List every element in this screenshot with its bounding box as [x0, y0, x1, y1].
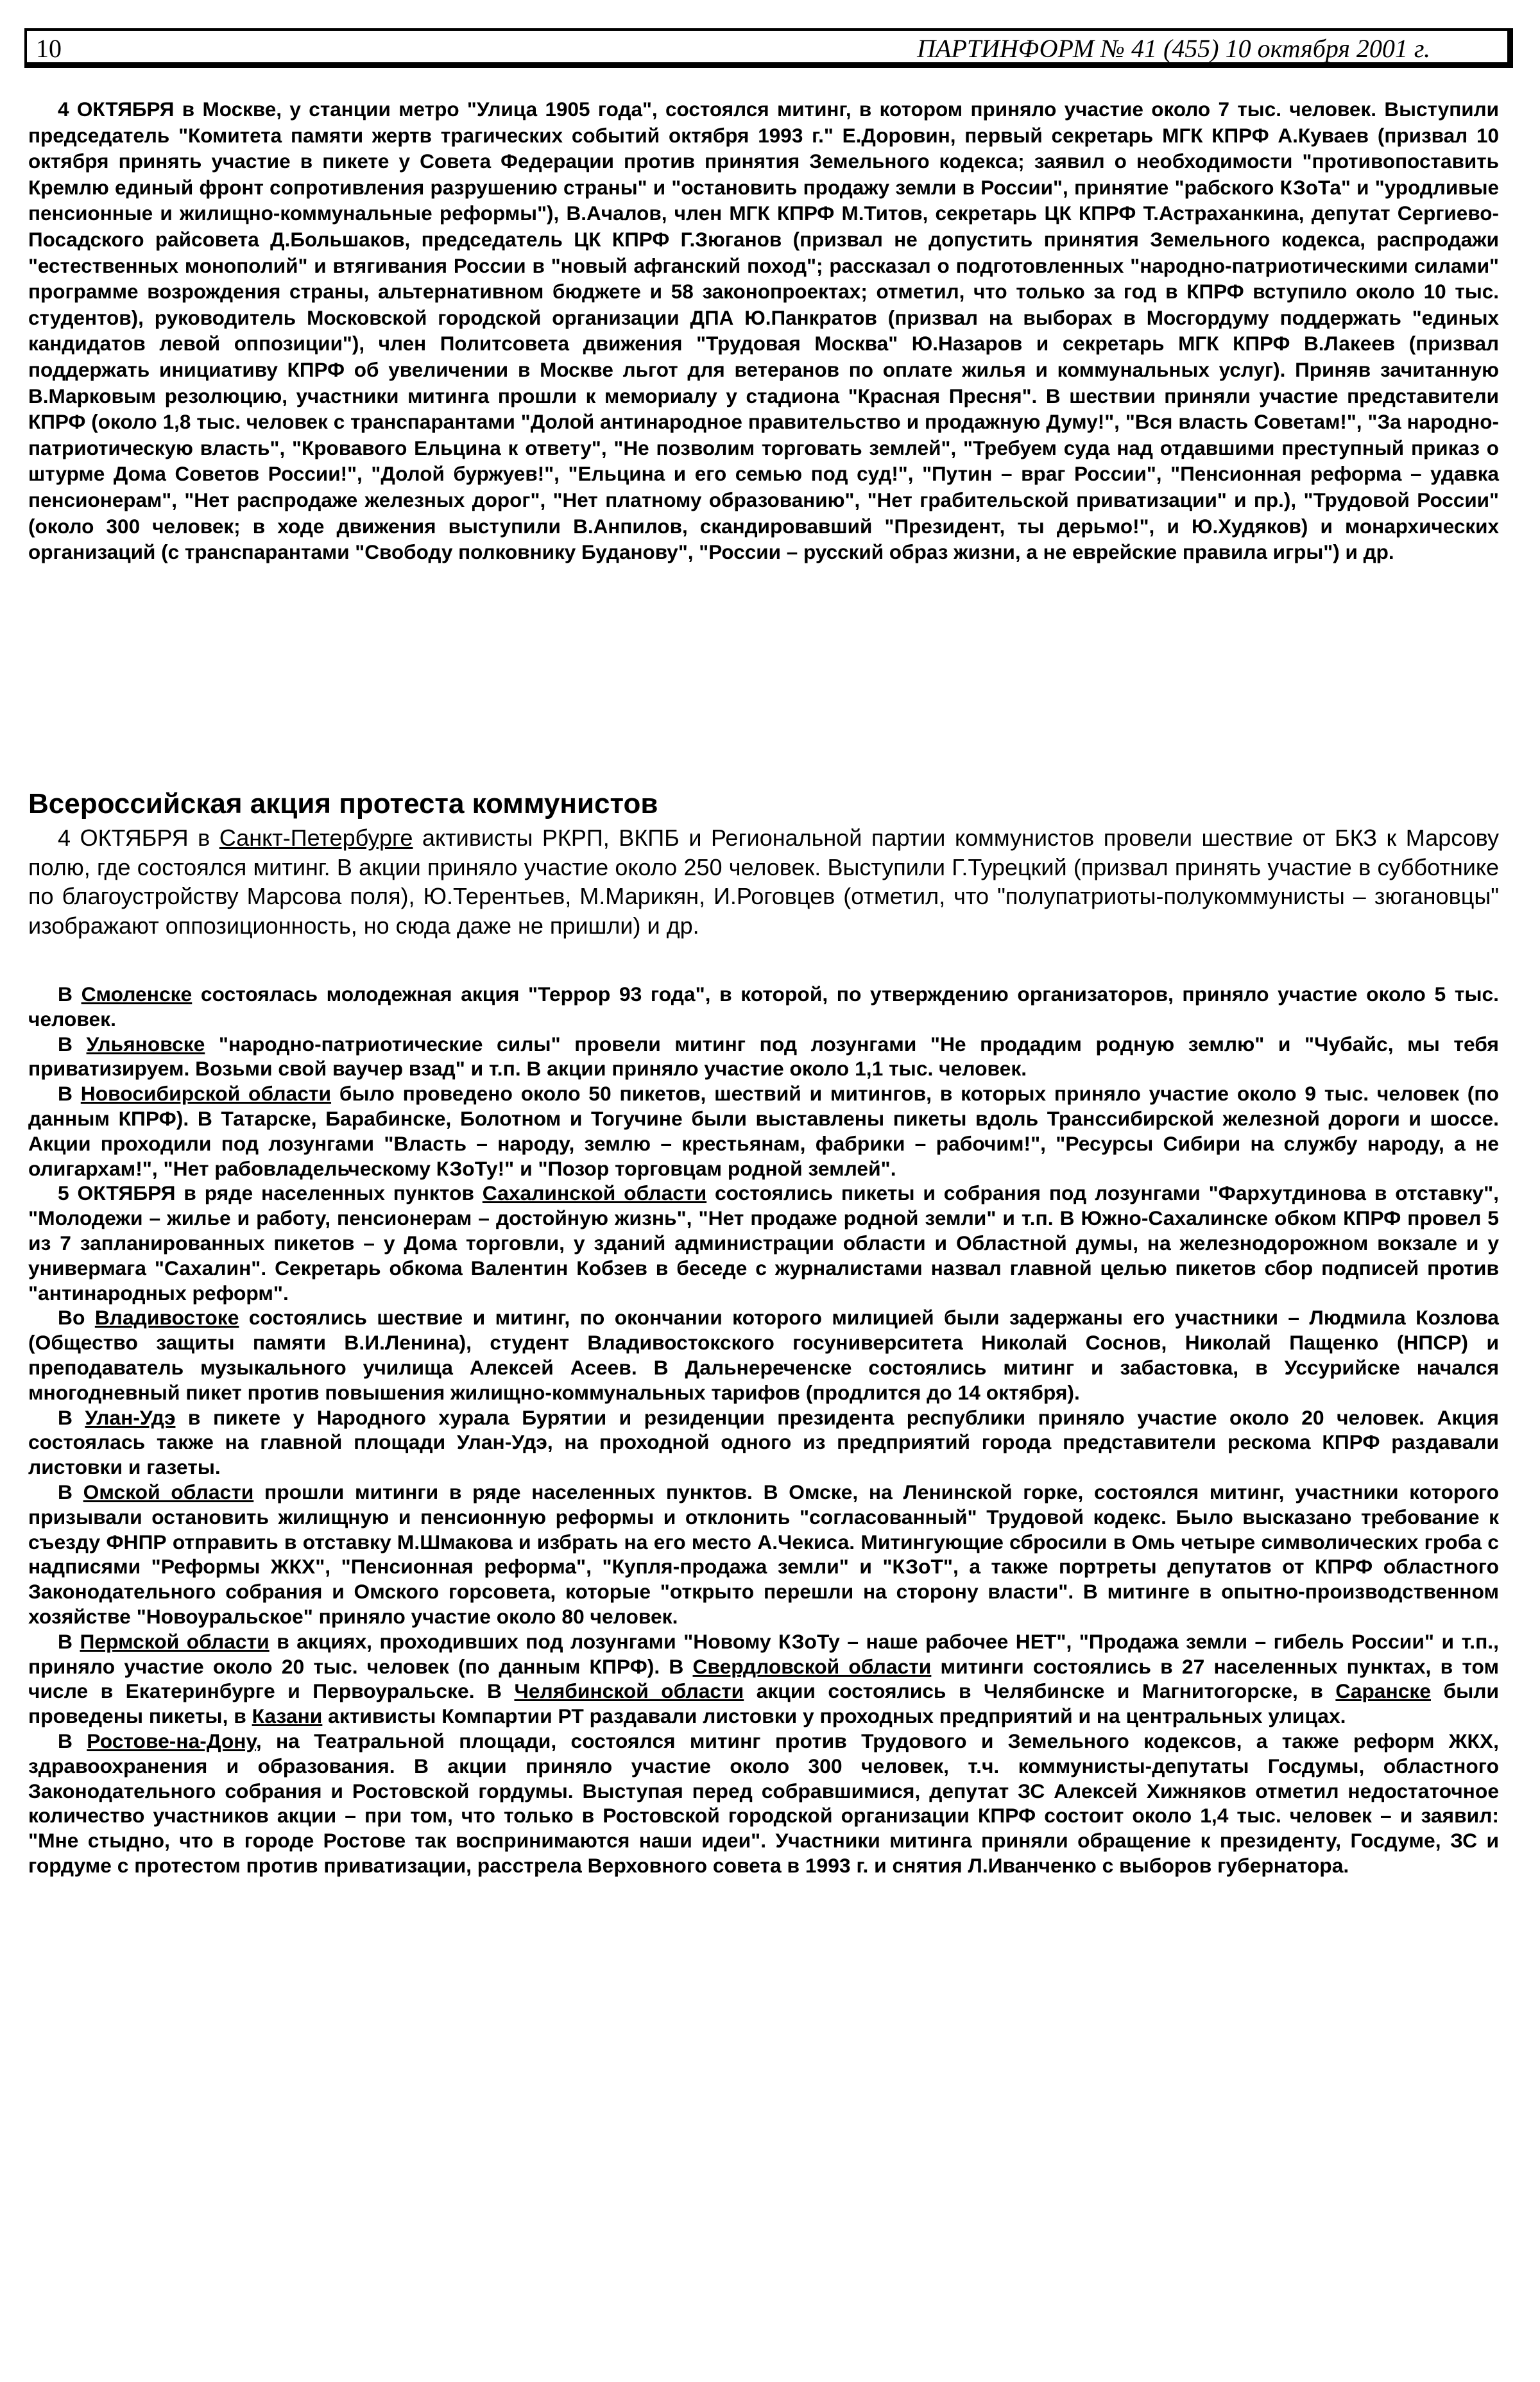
- place-name: Челябинской области: [514, 1679, 744, 1703]
- place-name: Казани: [252, 1704, 323, 1728]
- issue-title: ПАРТИНФОРМ № 41 (455) 10 октября 2001 г.: [917, 34, 1430, 63]
- report-paragraph: 5 ОКТЯБРЯ в ряде населенных пунктов Сахалинской области состоялись пикеты и собрания под лозунгами "Фархутдинова в отставку", "Молодежи – жилье и работу, пенсионерам – достойную жизнь", "Нет продаже родной земли" и т.п. В Южно-Сахалинске обком КПРФ провел 5 из 7 запланированных пикетов – у Дома торговли, у зданий администрации области и Областной думы, на железнодорожном вокзале и у универмага "Сахалин". Секретарь обкома Валентин Кобзев в беседе с журналистами назвал главной целью пикетов сбор подписей против "антинародных реформ".: [28, 1181, 1500, 1305]
- moscow-report-text: 4 ОКТЯБРЯ в Москве, у станции метро "Улица 1905 года", состоялся митинг, в котором приняло участие около 7 тыс. человек. Выступили председатель "Комитета памяти жертв трагических событий октября 1993 г." Е.Доровин, первый секретарь МГК КПРФ А.Куваев (призвал 10 октября принять участие в пикете у Совета Федерации против принятия Земельного кодекса; заявил о необходимости "противопоставить Кремлю единый фронт сопротивления разрушению страны" и "остановить продажу земли в России", принятие "рабского КЗоТа" и "уродливые пенсионные и жилищно-коммунальные реформы"), В.Ачалов, член МГК КПРФ М.Титов, секретарь ЦК КПРФ Т.Астраханкина, депутат Сергиево-Посадского райсовета Д.Большаков, председатель ЦК КПРФ Г.Зюганов (призвал не допустить принятия Земельного кодекса, распродажи "естественных монополий" и втягивания России в "новый афганский поход"; рассказал о подготовленных "народно-патриотическими силами" программе возрождения страны, альтернативном бюджете и 58 законопроектах; отметил, что только за год в КПРФ вступило около 10 тыс. студентов), руководитель Московской городской организации ДПА Ю.Панкратов (призвал на выборах в Мосгордуму поддержать "единых кандидатов левой оппозиции"), член Политсовета движения "Трудовая Москва" Ю.Назаров и секретарь МГК КПРФ В.Лакеев (призвал поддержать инициативу КПРФ об увеличении в Москве льгот для ветеранов по оплате жилья и коммунальных услуг). Приняв зачитанную В.Марковым резолюцию, участники митинга прошли к мемориалу у стадиона "Красная Пресня". В шествии приняли участие представители КПРФ (около 1,8 тыс. человек с транспарантами "Долой антинародное правительство и продажную Думу!", "Вся власть Советам!", "За народно-патриотическую власть", "Кровавого Ельцина к ответу", "Не позволим торговать землей", "Требуем суда над отдавшими преступный приказ о штурме Дома Советов России!", "Долой буржуев!", "Ельцина и его семью под суд!", "Путин – враг России", "Пенсионная реформа – удавка пенсионерам", "Нет распродаже железных дорог", "Нет платному образованию", "Нет грабительской приватизации" и пр.), "Трудовой России" (около 300 человек; в ходе движения выступили В.Анпилов, скандировавший "Президент, ты дерьмо!", и Ю.Худяков) и монархических организаций (с транспарантами "Свободу полковнику Буданову", "России – русский образ жизни, а не еврейские правила игры") и др.: [28, 98, 1499, 564]
- place-name: Омской области: [83, 1480, 254, 1504]
- section-lead: [28, 823, 1499, 940]
- place-name: Новосибирской области: [80, 1082, 332, 1106]
- report-paragraph: В Смоленске состоялась молодежная акция "Террор 93 года", в которой, по утверждению организаторов, приняло участие около 5 тыс. человек.: [28, 982, 1499, 1031]
- lead-paragraph: 4 ОКТЯБРЯ в Санкт-Петербурге активисты РКРП, ВКПБ и Региональной партии коммунистов провели шествие от БКЗ к Марсову полю, где состоялся митинг. В акции приняло участие около 250 человек. Выступили Г.Турецкий (призвал принять участие в субботнике по благоустройству Марсова поля), Ю.Терентьев, М.Марикян, И.Роговцев (отметил, что "полупатриоты-полукоммунисты – зюгановцы" изображают оппозиционность, но сюда даже не пришли) и др.: [28, 825, 1500, 939]
- place-name: Санкт-Петербурге: [219, 825, 413, 851]
- place-name: Сахалинской области: [482, 1181, 707, 1205]
- page-header: [24, 28, 1513, 68]
- page-number: 10: [36, 34, 62, 63]
- report-paragraph: В Новосибирской области было проведено около 50 пикетов, шествий и митингов, в которых приняло участие около 9 тыс. человек (по данным КПРФ). В Татарске, Барабинске, Болотном и Тогучине были выставлены пикеты вдоль Транссибирской железной дороги и шоссе. Акции проходили под лозунгами "Власть – народу, землю – крестьянам, фабрики – рабочим!", "Ресурсы Сибири на службу народу, а не олигархам!", "Нет рабовладельческому КЗоТу!" и "Позор торговцам родной землей".: [28, 1082, 1499, 1180]
- report-paragraph: В Ростове-на-Дону, на Театральной площади, состоялся митинг против Трудового и Земельного кодексов, а также реформ ЖКХ, здравоохранения и образования. В акции приняло участие около 300 человек, т.ч. коммунисты-депутаты Госдумы, областного Законодательного собрания и Ростовской гордумы. Выступая перед собравшимися, депутат ЗС Алексей Хижняков отметил недостаточное количество участников акции – при том, что только в Ростовской городской организации КПРФ состоит около 1,4 тыс. человек – и заявил: "Мне стыдно, что в городе Ростове так воспринимаются наши идеи". Участники митинга приняли обращение к президенту, Госдуме, ЗС и гордуме с протестом против приватизации, расстрела Верховного совета в 1993 г. и снятия Л.Иванченко с выборов губернатора.: [28, 1729, 1499, 1877]
- regional-reports: [28, 982, 1499, 1878]
- place-name: Смоленске: [81, 982, 193, 1006]
- moscow-report: [28, 96, 1499, 565]
- place-name: Улан-Удэ: [85, 1405, 176, 1429]
- report-paragraph: В Улан-Удэ в пикете у Народного хурала Бурятии и резиденции президента республики приняло участие около 20 человек. Акция состоялась также на главной площади Улан-Удэ, на проходной одного из предприятий города представители рескома КПРФ раздавали листовки и газеты.: [28, 1405, 1499, 1479]
- report-paragraph: В Ульяновске "народно-патриотические силы" провели митинг под лозунгами "Не продадим родную землю" и "Чубайс, мы тебя приватизируем. Возьми свой ваучер взад" и т.п. В акции приняло участие около 1,1 тыс. человек.: [28, 1032, 1499, 1081]
- place-name: Ульяновске: [86, 1032, 205, 1056]
- report-paragraph: В Омской области прошли митинги в ряде населенных пунктов. В Омске, на Ленинской горке, состоялся митинг, участники которого призывали остановить жилищную и пенсионную реформы и отклонить "согласованный" Трудовой кодекс. Было высказано требование к съезду ФНПР отправить в отставку М.Шмакова и избрать на его место А.Чекиса. Митингующие сбросили в Омь четыре символических гроба с надписями "Реформы ЖКХ", "Пенсионная реформа", "Купля-продажа земли" и "КЗоТ", а также портреты депутатов от КПРФ областного Законодательного собрания и Омского горсовета, которые "открыто перешли на сторону власти". В митинге в опытно-производственном хозяйстве "Новоуральское" приняло участие около 80 человек.: [28, 1480, 1499, 1628]
- place-name: Свердловской области: [692, 1654, 932, 1678]
- section-heading: Всероссийская акция протеста коммунистов: [28, 788, 658, 819]
- place-name: Саранске: [1335, 1679, 1431, 1703]
- report-paragraph: Во Владивостоке состоялись шествие и митинг, по окончании которого милицией были задержаны его участники – Людмила Козлова (Общество защиты памяти В.И.Ленина), студент Владивостокского госуниверситета Николай Соснов, Николай Пащенко (НПСР) и преподаватель музыкального училища Алексей Асеев. В Дальнереченске состоялись митинг и забастовка, в Уссурийске начался многодневный пикет против повышения жилищно-коммунальных тарифов (продлится до 14 октября).: [28, 1306, 1499, 1404]
- place-name: Пермской области: [80, 1629, 270, 1653]
- newspaper-page: [24, 28, 1513, 68]
- place-name: Ростове-на-Дону: [87, 1729, 256, 1752]
- report-paragraph: В Пермской области в акциях, проходивших под лозунгами "Новому КЗоТу – наше рабочее НЕТ", "Продажа земли – гибель России" и т.п., приняло участие около 20 тыс. человек (по данным КПРФ). В Свердловской области митинги состоялись в 27 населенных пунктах, в том числе в Екатеринбурге и Первоуральске. В Челябинской области акции состоялись в Челябинске и Магнитогорске, в Саранске были проведены пикеты, в Казани активисты Компартии РТ раздавали листовки у проходных предприятий и на центральных улицах.: [28, 1629, 1499, 1728]
- place-name: Владивостоке: [94, 1306, 239, 1330]
